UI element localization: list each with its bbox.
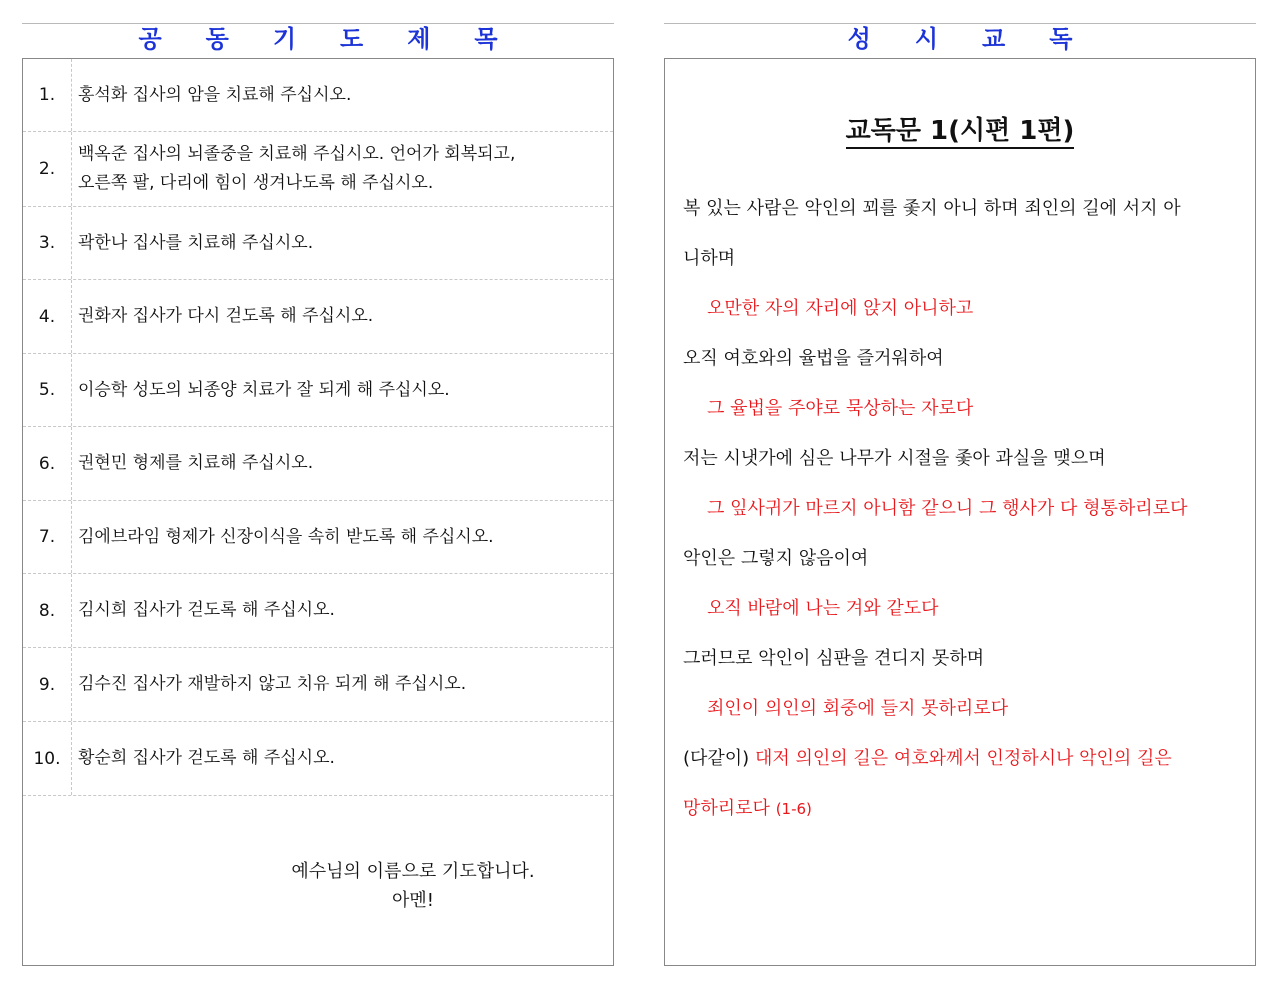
left-heading-char: 기	[272, 25, 296, 53]
closing-prayer: 예수님의 이름으로 기도합니다. 아멘!	[291, 861, 535, 911]
right-heading-char: 시	[914, 25, 938, 53]
right-heading	[664, 24, 1256, 54]
prayer-text: 이승학 성도의 뇌종양 치료가 잘 되게 해 주십시오.	[78, 379, 450, 400]
prayer-number: 9.	[23, 648, 72, 721]
prayer-text: 권화자 집사가 다시 걷도록 해 주십시오.	[78, 306, 374, 326]
prayer-number: 8.	[23, 574, 72, 647]
prayer-number: 3.	[23, 207, 72, 279]
right-heading-char: 성	[847, 25, 871, 53]
reading-line-leader: 니하며	[683, 248, 736, 269]
prayer-number: 4.	[23, 280, 72, 353]
together-text-end: 망하리로다	[683, 798, 770, 819]
prayer-text: 홍석화 집사의 암을 치료해 주십시오.	[78, 84, 352, 105]
left-heading-char: 도	[340, 25, 364, 53]
prayer-list	[23, 59, 613, 796]
prayer-number: 1.	[23, 59, 72, 131]
prayer-item	[23, 207, 613, 280]
prayer-item	[23, 648, 613, 722]
prayer-item	[23, 59, 613, 132]
prayer-text: 황순희 집사가 걷도록 해 주십시오.	[78, 748, 335, 768]
left-heading-char: 제	[407, 25, 431, 53]
reading-line-leader: 오직 여호와의 율법을 즐거워하여	[683, 348, 944, 369]
reading-body	[683, 184, 1255, 834]
prayer-text: 곽한나 집사를 치료해 주십시오.	[78, 232, 314, 253]
prayer-text: 권현민 형제를 치료해 주십시오.	[78, 453, 314, 473]
prayer-item	[23, 574, 613, 648]
reading-title	[665, 113, 1255, 149]
right-heading-char: 교	[982, 25, 1006, 53]
reading-line-response: 그 잎사귀가 마르지 아니함 같으니 그 행사가 다 형통하리로다	[707, 498, 1188, 519]
verse-reference: (1-6)	[775, 800, 812, 818]
together-text: 대저 의인의 길은 여호와께서 인정하시나 악인의 길은	[754, 748, 1172, 769]
prayer-text: 김수진 집사가 재발하지 않고 치유 되게 해 주십시오.	[78, 674, 467, 694]
reading-line-together-end	[683, 784, 1255, 834]
left-heading-char: 동	[205, 25, 229, 53]
left-heading-char: 공	[138, 25, 162, 53]
reading-line-leader: 복 있는 사람은 악인의 꾀를 좇지 아니 하며 죄인의 길에 서지 아	[683, 198, 1181, 219]
left-heading-char: 목	[474, 25, 498, 53]
reading-box	[664, 58, 1256, 966]
reading-line-together	[683, 734, 1255, 784]
prayer-text: 김에브라임 형제가 신장이식을 속히 받도록 해 주십시오.	[78, 526, 494, 547]
reading-line-leader: 악인은 그렇지 않음이여	[683, 548, 869, 569]
reading-line-response: 오직 바람에 나는 겨와 같도다	[707, 598, 939, 619]
prayer-list-box	[22, 58, 614, 966]
prayer-number: 2.	[23, 132, 72, 206]
prayer-number: 7.	[23, 501, 72, 573]
together-label: (다같이)	[683, 748, 750, 769]
reading-line-response: 오만한 자의 자리에 앉지 아니하고	[707, 298, 974, 319]
reading-title-text: 교독문 1(시편 1편)	[846, 116, 1075, 149]
prayer-item	[23, 354, 613, 427]
reading-line-leader: 그러므로 악인이 심판을 견디지 못하며	[683, 648, 985, 669]
prayer-item	[23, 501, 613, 574]
left-heading	[22, 24, 614, 54]
prayer-item	[23, 722, 613, 796]
reading-line-response: 그 율법을 주야로 묵상하는 자로다	[707, 398, 974, 419]
prayer-number: 5.	[23, 354, 72, 426]
reading-line-response: 죄인이 의인의 회중에 들지 못하리로다	[707, 698, 1009, 719]
prayer-number: 6.	[23, 427, 72, 500]
right-heading-char: 독	[1049, 25, 1073, 53]
prayer-item	[23, 132, 613, 207]
prayer-number: 10.	[23, 722, 72, 795]
prayer-item	[23, 280, 613, 354]
prayer-item	[23, 427, 613, 501]
prayer-text: 김시희 집사가 걷도록 해 주십시오.	[78, 600, 335, 620]
prayer-text: 백옥준 집사의 뇌졸중을 치료해 주십시오. 언어가 회복되고, 오른쪽 팔, 다리에 힘이 생겨나도록 해 주십시오.	[78, 144, 516, 193]
reading-line-leader: 저는 시냇가에 심은 나무가 시절을 좇아 과실을 맺으며	[683, 448, 1106, 469]
